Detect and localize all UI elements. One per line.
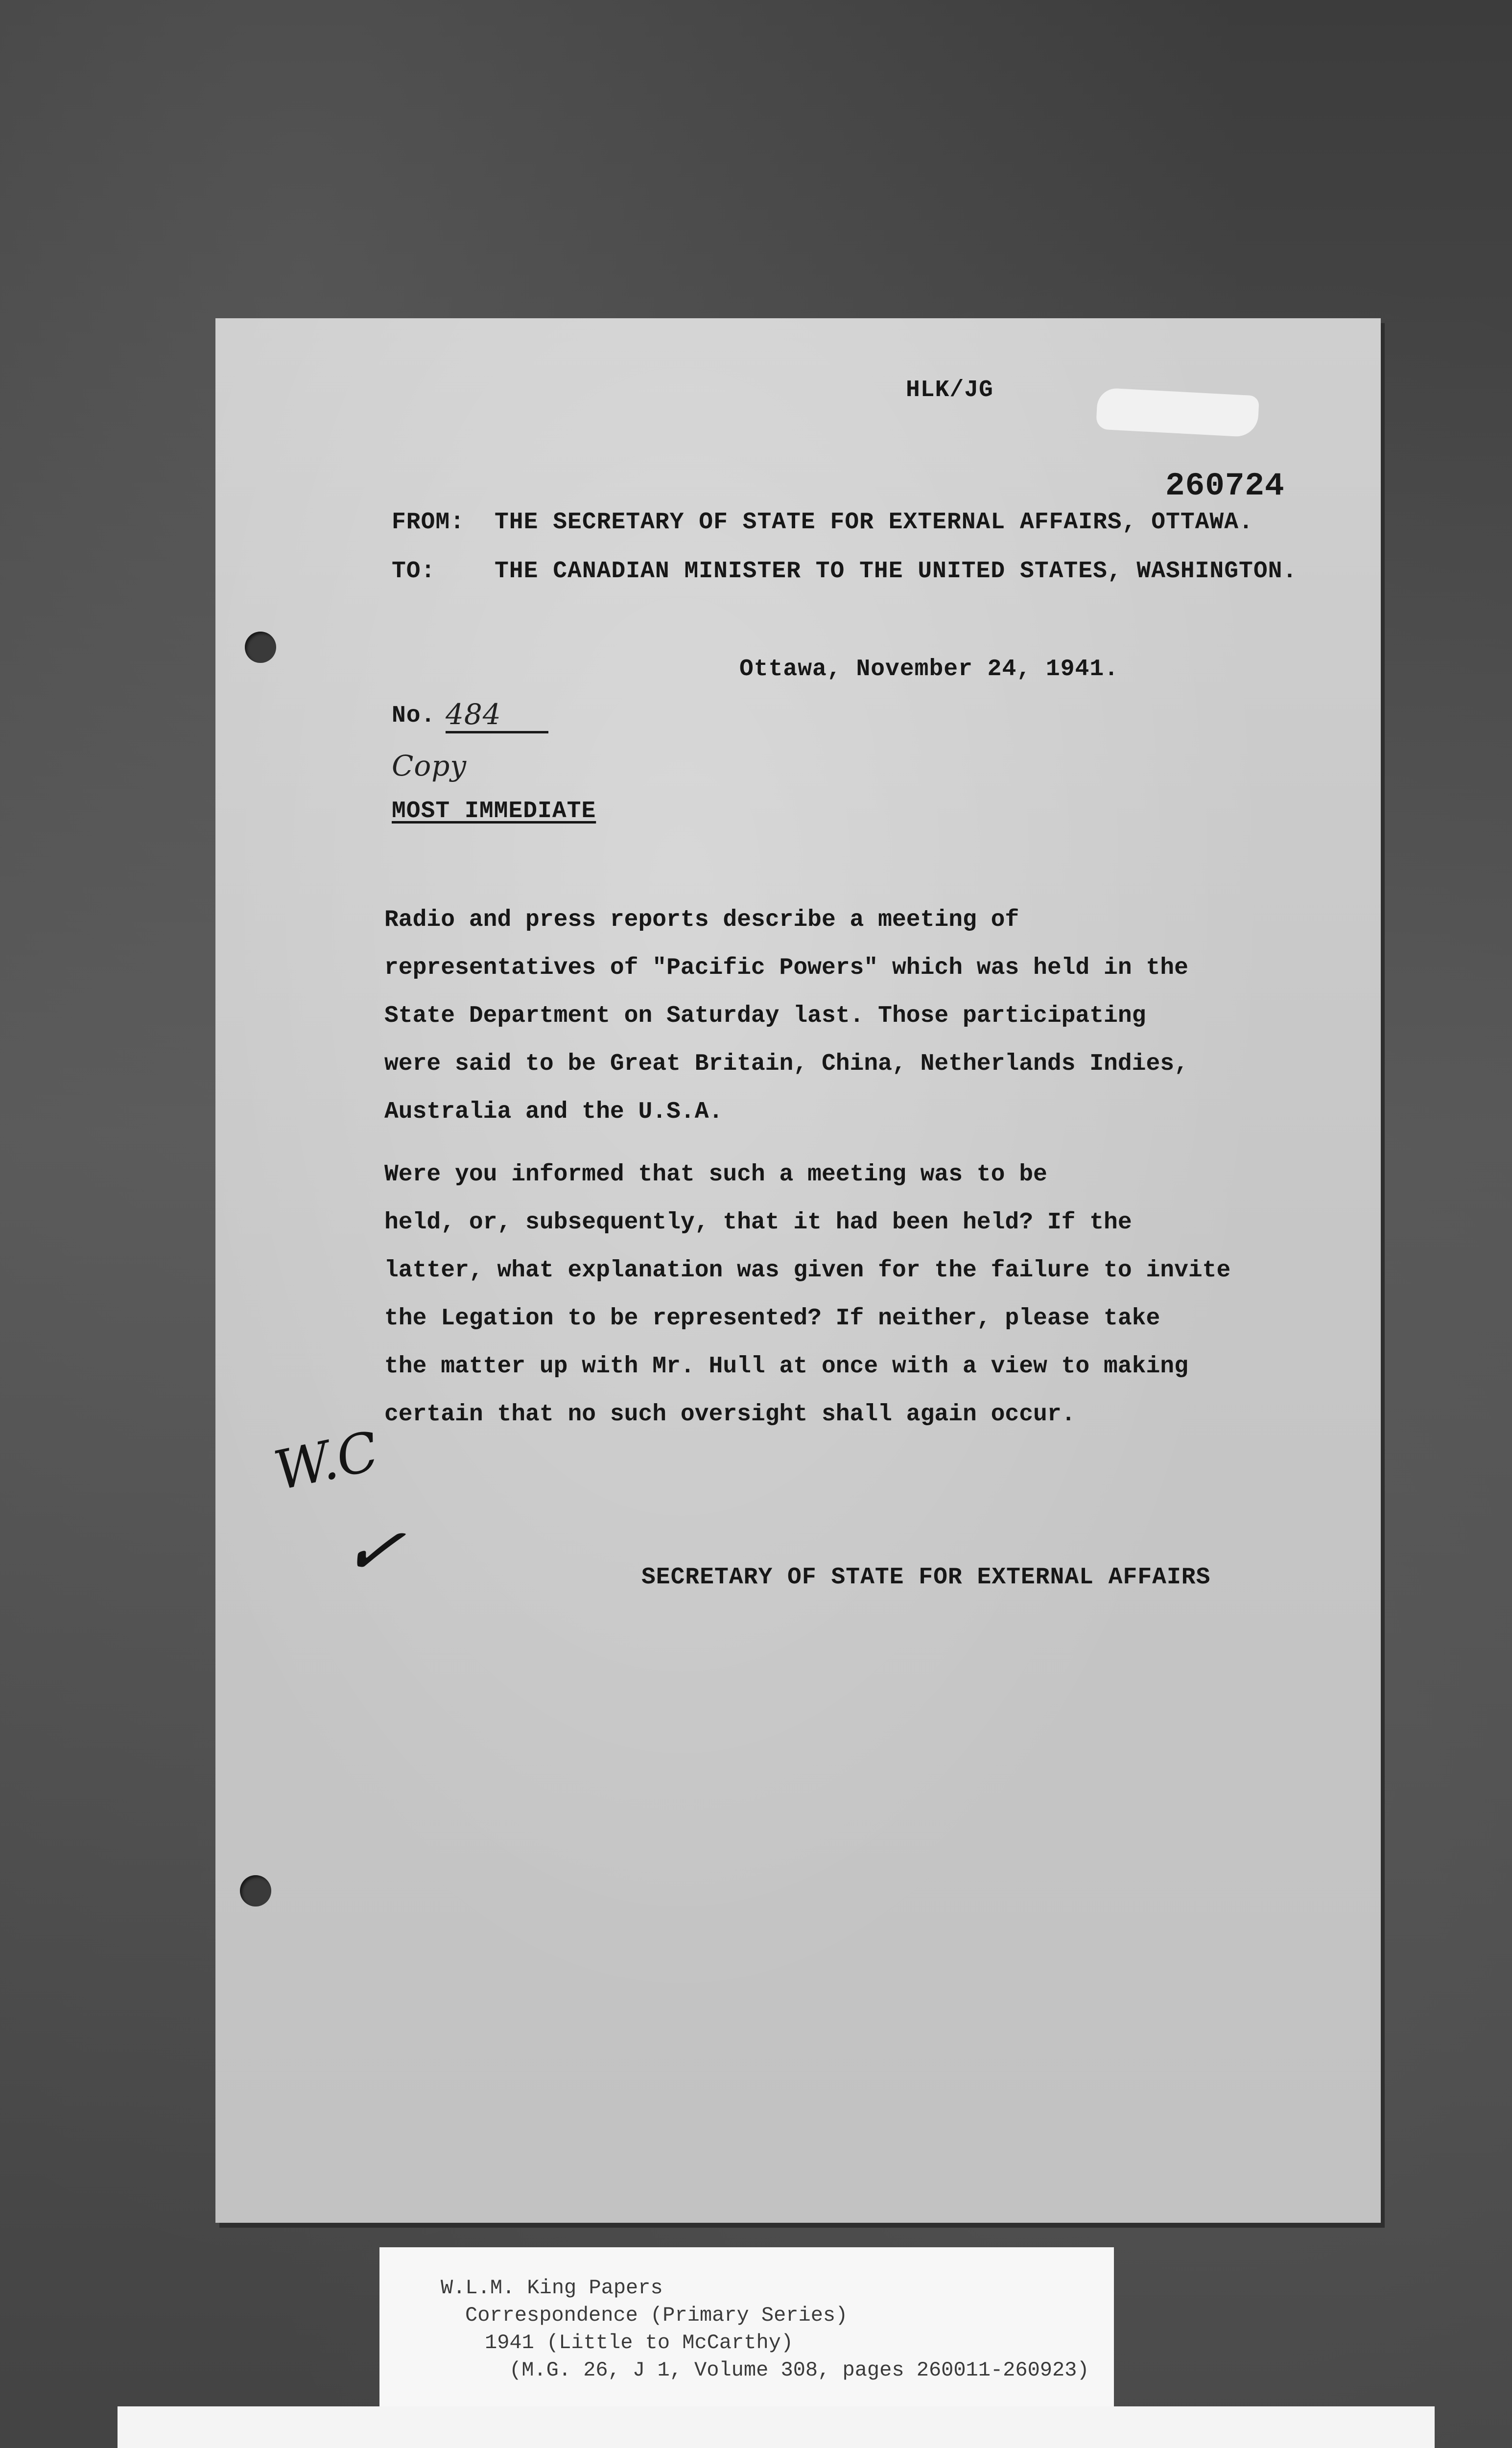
copy-mark: Copy xyxy=(392,749,467,782)
index-line-1: W.L.M. King Papers xyxy=(441,2276,663,2300)
to-label: TO: xyxy=(392,558,436,585)
punch-hole-bottom xyxy=(240,1875,271,1907)
index-slip xyxy=(379,2247,1114,2414)
number-label: No. xyxy=(392,703,436,729)
handwritten-number: 484 xyxy=(446,698,548,733)
from-label: FROM: xyxy=(392,509,465,536)
from-text: THE SECRETARY OF STATE FOR EXTERNAL AFFAIRS, OTTAWA. xyxy=(495,509,1253,536)
index-line-3: 1941 (Little to McCarthy) xyxy=(485,2331,794,2354)
body-paragraph-1: Radio and press reports describe a meeting of representatives of "Pacific Powers" which was held in the State Department on Saturday last. Those participating were said to be Great Britain, China, Netherlands Indies, Australia and the U.S.A. xyxy=(384,907,1188,1125)
index-line-4: (M.G. 26, J 1, Volume 308, pages 260011-260923) xyxy=(509,2358,1089,2382)
document-number: 260724 xyxy=(1165,468,1285,504)
typed-letter xyxy=(215,318,1381,2223)
margin-check-mark: ✓ xyxy=(337,1504,410,1597)
signature-line: SECRETARY OF STATE FOR EXTERNAL AFFAIRS xyxy=(641,1564,1211,1591)
priority-heading: MOST IMMEDIATE xyxy=(392,798,596,824)
to-text: THE CANADIAN MINISTER TO THE UNITED STATES, WASHINGTON. xyxy=(495,558,1298,585)
reference-initials: HLK/JG xyxy=(906,377,993,403)
body-paragraph-2: Were you informed that such a meeting was to be held, or, subsequently, that it had been held? If the latter, what explanation was given for the failure to invite the Legation to be represented? If neither, please take the matter up with Mr. Hull at once with a view to making certain that no such oversight shall again occur. xyxy=(384,1161,1231,1428)
punch-hole-top xyxy=(245,632,276,663)
index-line-2: Correspondence (Primary Series) xyxy=(465,2304,848,2327)
archives-card xyxy=(118,2406,1435,2448)
tape-patch xyxy=(1096,387,1259,437)
margin-initials: W.C xyxy=(269,1419,384,1503)
date-line: Ottawa, November 24, 1941. xyxy=(739,656,1119,683)
